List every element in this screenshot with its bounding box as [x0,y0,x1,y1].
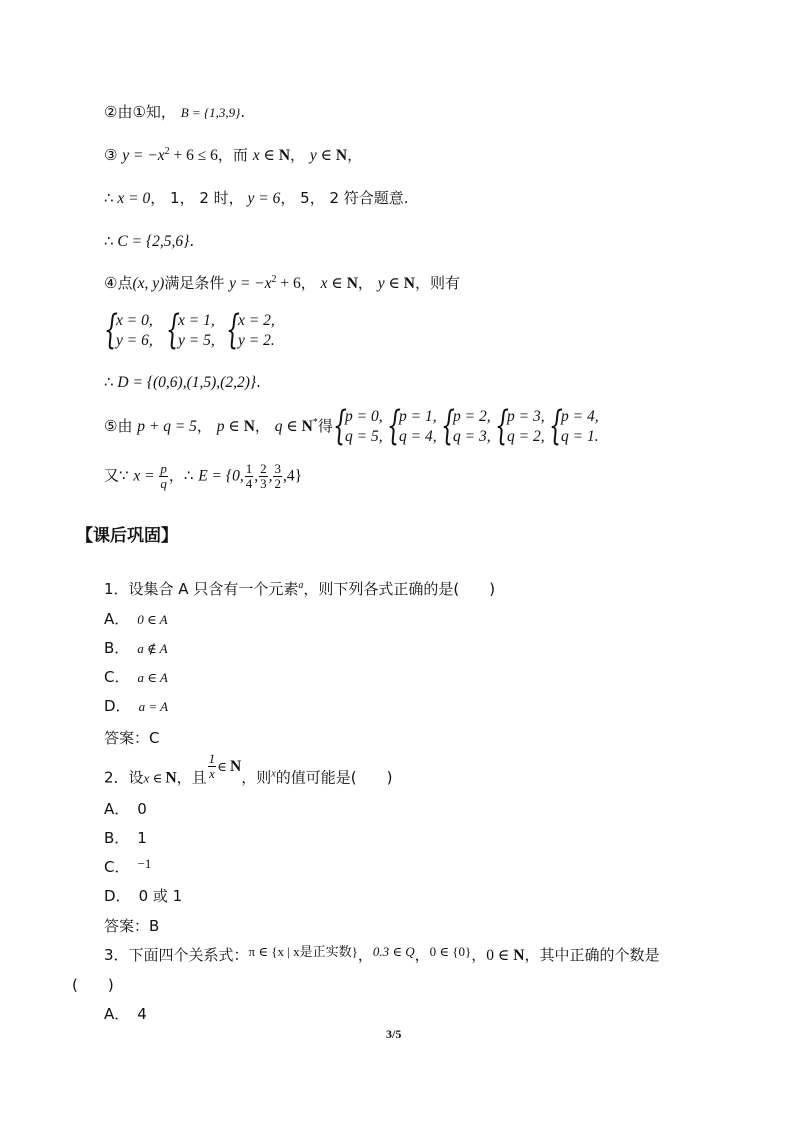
system-row: q = 1. [561,428,599,445]
text: 由①知， [117,103,176,121]
option-expr: 1 [137,829,147,847]
brace-icon: { [387,403,401,449]
text: ， 5， 2 符合题意. [280,189,409,207]
text: ， 1， 2 时， [150,189,244,207]
denominator: 4 [245,475,253,491]
system-row: p = 4, [561,408,599,425]
step-5 [104,417,333,437]
math: x ∈ [320,275,347,292]
text: 3．下面四个关系式： [104,946,249,964]
question-2-option-d [104,887,182,905]
math: q ∈ [274,418,302,435]
question-1-option-d [104,697,168,715]
system-row: p = 2, [453,408,491,425]
text: ，则有 [415,274,461,292]
text: ， [300,274,316,292]
math: + 6 ≤ 6 [169,147,218,164]
step-3-values [104,189,409,209]
option-label: A． [104,1005,130,1023]
fraction [259,462,268,490]
option-label: B． [104,639,130,657]
option-expr: 4 [137,1005,147,1023]
option-expr: 0 ∈ A [137,612,168,627]
superscript: 2 [164,146,170,157]
step-2 [104,103,245,121]
math: x ∈ [143,770,166,786]
question-2-option-a [104,800,147,818]
math-N: N [243,418,255,435]
brace-icon: { [495,403,509,449]
math: ,4} [282,467,303,485]
math: + 6 [276,275,301,292]
section-title: 【课后巩固】 [76,526,178,546]
math: y = 6 [243,190,281,207]
text: 点 [117,274,133,292]
system-row: p = 3, [507,408,545,425]
text: 2．设 [104,768,144,787]
text: ，则 [241,768,272,787]
system-row: q = 2, [507,428,545,445]
circled-number: ② [104,103,118,121]
fraction [159,462,168,490]
text: 满足条件 [164,274,230,292]
math-set-c: C = {2,5,6} [113,233,190,250]
question-2-stem [104,751,393,792]
system-row: q = 3, [453,428,491,445]
system-row: q = 4, [399,428,437,445]
text: ，且 [176,768,207,787]
text: ， [290,146,306,164]
step-3 [104,146,362,166]
brace-icon: { [441,403,455,449]
therefore-symbol: ∴ [104,189,114,207]
denominator: q [160,475,167,491]
question-2-option-b [104,829,147,847]
option-expr: a ∈ A [137,670,168,685]
therefore-symbol: ∴ [104,232,114,250]
therefore-symbol: ∴ [104,373,114,391]
math: ∈ [217,758,231,774]
system-row: q = 5, [345,428,383,445]
fraction [273,462,282,490]
text: . [256,373,261,391]
text: 又∵ [104,466,134,485]
text: 的值可能是( ) [275,768,393,787]
system-row: x = 1, [178,312,215,329]
option-label: B． [104,829,130,847]
math-N: N [165,769,177,787]
option-expr: 0 或 1 [138,887,183,905]
question-2-option-c [104,858,151,876]
question-1-stem [104,580,495,598]
text: ，其中正确的个数是 [524,946,660,964]
fraction [245,462,254,490]
system-row: y = 2. [238,332,275,349]
denominator: 2 [274,475,281,491]
math: a [298,580,304,591]
option-label: A． [104,610,130,628]
math: p ∈ [216,418,244,435]
brace-icon: { [226,307,240,353]
denominator: 3 [260,475,267,491]
brace-icon: { [104,307,118,353]
math-relation: 0 ∈ [486,947,514,964]
math: x [271,768,276,780]
question-3-paren: ( ) [72,976,114,994]
fraction [208,752,217,780]
system-row: p = 1, [399,408,437,425]
circled-number: ④ [104,274,118,292]
option-expr: −1 [137,856,152,871]
text: ， [254,417,270,435]
math-set-d: D = {(0,6),(1,5),(2,2)} [113,374,257,391]
option-label: C． [104,858,130,876]
circled-number: ③ [104,146,118,164]
numerator: 3 [274,461,281,476]
option-expr: 0 [137,800,147,818]
system-row: y = 6, [116,332,153,349]
text: ， [347,146,363,164]
text: . [189,232,195,250]
brace-icon: { [333,403,347,449]
system-row: p = 0, [345,408,383,425]
option-label: A． [104,800,130,818]
system-row: y = 5, [178,332,215,349]
option-expr: a = A [138,699,169,714]
page-number: 3/5 [386,1027,402,1041]
text: ， [196,417,212,435]
text: . [240,103,246,121]
numerator: 2 [260,461,267,476]
math-N: N [346,275,358,292]
brace-icon: { [166,307,180,353]
therefore-text: ，∴ [168,466,199,485]
text: ， [357,946,373,964]
question-1-option-b [104,639,168,657]
step-3-result [104,232,194,252]
option-label: D． [104,887,131,905]
question-1-option-a [104,610,168,628]
text: ，而 [217,146,253,164]
question-1-option-c [104,668,168,686]
math: x = 0 [113,190,151,207]
step-5-result: 又∵ x = $\frac{p}{q}$ ，∴ E = {0, $\frac{1}{4}$ , $\frac{2}{3}$ , $\frac{3}{2}$ ,4} [104,461,303,491]
math-N: N [301,418,313,435]
option-label: D． [104,697,131,715]
text: ， [414,946,430,964]
math: p + q = 5 [137,418,197,435]
math: y = −x [122,147,165,164]
numerator: 1 [208,751,216,766]
step-4 [104,274,460,294]
text: 由 [117,417,138,435]
system-row: x = 2, [238,312,275,329]
math-relation: 0 ∈ {0} [429,944,472,959]
math: x = [133,467,159,485]
text: ，则下列各式正确的是( ) [303,580,496,598]
math: y = −x [229,275,272,292]
brace-icon: { [549,403,563,449]
math-N: N [335,147,348,164]
numerator: p [160,461,167,476]
text: ， [357,274,373,292]
numerator: 1 [245,461,253,476]
option-label: C． [104,668,130,686]
superscript: 2 [271,274,277,285]
math-relation: 0.3 ∈ Q [372,944,415,959]
text: 得 [317,417,333,435]
denominator: x [209,765,215,781]
option-expr: a ∉ A [137,641,168,656]
math: (x, y) [132,275,165,292]
math-N: N [230,757,242,775]
question-3-stem [104,946,659,966]
circled-number: ⑤ [104,417,118,435]
question-3-option-a [104,1005,147,1023]
math-N: N [278,147,291,164]
superscript: * [312,417,318,428]
question-2-answer: 答案：B [104,917,160,935]
question-1-answer: 答案：C [104,729,160,747]
math-N: N [513,947,525,964]
math-set-b: B = {1,3,9} [180,105,241,120]
math-relation: π ∈ {x | x是正实数} [248,944,358,959]
text: ， [471,946,487,964]
system-row: x = 0, [116,312,153,329]
math: y ∈ [377,275,404,292]
math-set-e: E = {0, [198,467,244,485]
math-N: N [403,275,415,292]
math: y ∈ [309,147,336,164]
step-4-result [104,373,261,393]
text: 1．设集合 A 只含有一个元素 [104,580,299,598]
math: x ∈ [252,147,279,164]
